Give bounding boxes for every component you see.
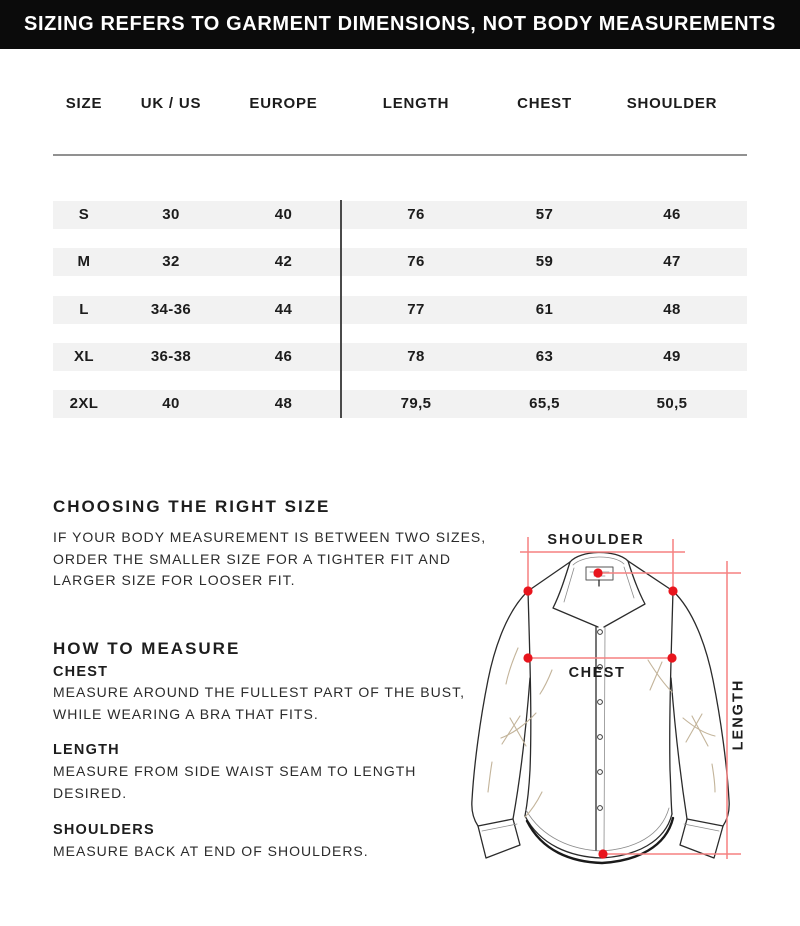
length-cell: 78 (407, 348, 425, 365)
europe-cell: 44 (274, 301, 293, 318)
ukus-cell: 34-36 (150, 301, 192, 318)
column-header-size: SIZE (65, 95, 103, 112)
shirt-buttons (598, 630, 603, 811)
chest-cell: 61 (535, 301, 554, 318)
banner-text: SIZING REFERS TO GARMENT DIMENSIONS, NOT BODY MEASUREMENTS (24, 13, 776, 35)
shoulder-cell: 47 (663, 253, 681, 270)
diagram-chest-label: CHEST (568, 665, 626, 681)
shirt-measurement-diagram (440, 520, 800, 920)
table-row-2xl (53, 390, 747, 418)
top-banner (0, 0, 800, 49)
measure-point-dot (598, 849, 607, 858)
ukus-cell: 30 (162, 206, 180, 223)
ukus-cell: 32 (162, 253, 180, 270)
length-cell: 79,5 (400, 395, 432, 412)
europe-cell: 46 (274, 348, 293, 365)
choosing-size-heading: CHOOSING THE RIGHT SIZE (53, 497, 331, 517)
shoulder-cell: 48 (663, 301, 681, 318)
size-cell: XL (74, 348, 94, 365)
europe-cell: 42 (274, 253, 293, 270)
table-header-rule (53, 154, 747, 156)
length-cell: 76 (407, 253, 425, 270)
size-cell: 2XL (69, 395, 99, 412)
size-table-header (53, 95, 747, 113)
measure-point-dot (668, 586, 677, 595)
diagram-length-label: LENGTH (730, 678, 747, 751)
ukus-cell: 40 (162, 395, 180, 412)
length-cell: 77 (407, 301, 425, 318)
length-subheading: LENGTH (53, 742, 120, 758)
column-header-europe: EUROPE (249, 95, 318, 112)
choosing-size-text: IF YOUR BODY MEASUREMENT IS BETWEEN TWO SIZES, ORDER THE SMALLER SIZE FOR A TIGHTER FIT AND LARGER SIZE FOR LOOSER FIT. (53, 529, 487, 588)
size-cell: L (79, 301, 89, 318)
table-column-divider (340, 200, 342, 418)
measure-point-dot (667, 653, 676, 662)
chest-cell: 63 (535, 348, 554, 365)
shirt-outline (472, 552, 729, 858)
column-header-length: LENGTH (382, 95, 450, 112)
table-row-m (53, 248, 747, 276)
shoulder-cell: 49 (663, 348, 681, 365)
europe-cell: 40 (274, 206, 293, 223)
column-header-chest: CHEST (517, 95, 572, 112)
how-to-measure-heading: HOW TO MEASURE (53, 639, 241, 659)
ukus-cell: 36-38 (150, 348, 192, 365)
length-cell: 76 (407, 206, 425, 223)
shoulder-cell: 46 (663, 206, 681, 223)
measure-point-dot (523, 586, 532, 595)
europe-cell: 48 (274, 395, 293, 412)
measurement-annotations (520, 537, 741, 859)
diagram-shoulder-label: SHOULDER (547, 532, 645, 548)
column-header-shoulder: SHOULDER (626, 95, 718, 112)
table-row-s (53, 201, 747, 229)
length-instructions: MEASURE FROM SIDE WAIST SEAM TO LENGTH DESIRED. (53, 763, 417, 801)
chest-instructions: MEASURE AROUND THE FULLEST PART OF THE BUST, WHILE WEARING A BRA THAT FITS. (53, 684, 465, 722)
table-row-l (53, 296, 747, 324)
column-header-uk-us: UK / US (140, 95, 202, 112)
measure-point-dot (593, 568, 602, 577)
size-cell: M (77, 253, 91, 270)
size-cell: S (78, 206, 90, 223)
table-row-xl (53, 343, 747, 371)
shoulders-subheading: SHOULDERS (53, 822, 155, 838)
chest-subheading: CHEST (53, 664, 109, 680)
chest-cell: 65,5 (529, 395, 560, 412)
shoulder-cell: 50,5 (656, 395, 688, 412)
shoulders-instructions: MEASURE BACK AT END OF SHOULDERS. (53, 843, 369, 859)
chest-cell: 57 (535, 206, 554, 223)
measure-point-dot (523, 653, 532, 662)
chest-cell: 59 (535, 253, 554, 270)
